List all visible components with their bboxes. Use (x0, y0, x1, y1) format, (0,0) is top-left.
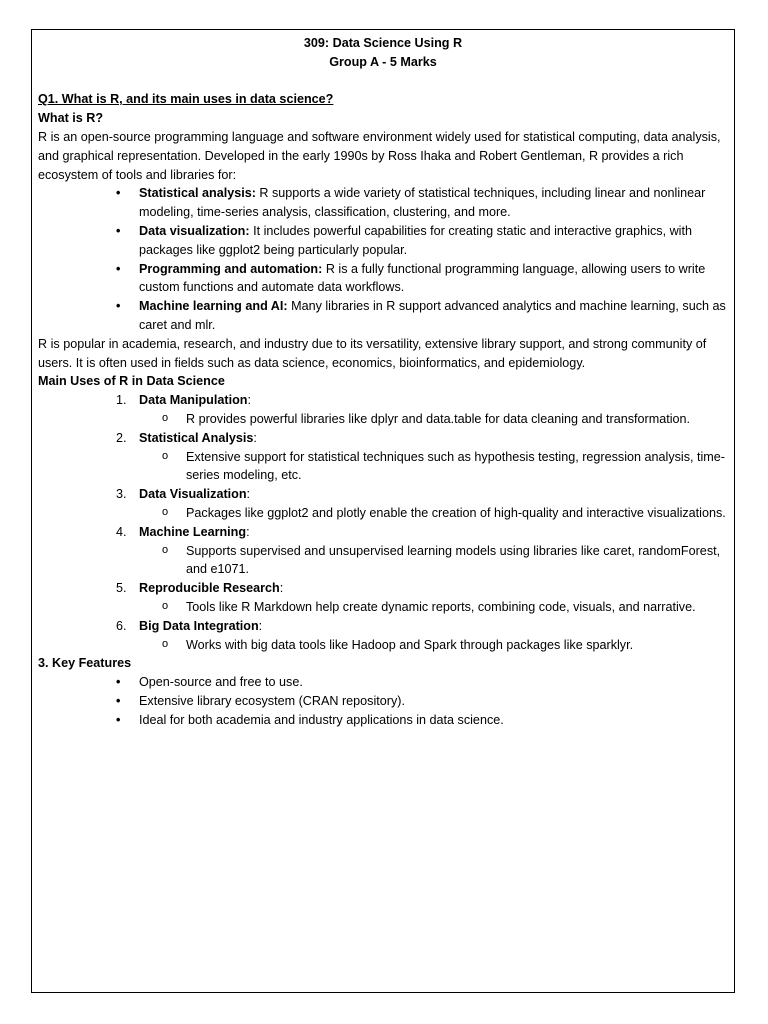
list-item (38, 222, 728, 260)
item-number: 5. (116, 581, 127, 596)
item-term: Machine learning and AI: (139, 299, 288, 314)
sub-item: o Packages like ggplot2 and plotly enable the creation of high-quality and interactive visualizations. (139, 504, 728, 523)
item-term: Data Visualization (139, 487, 247, 502)
item-term: Machine Learning (139, 524, 247, 539)
item-text: Many libraries in R support advanced analytics and machine learning, such as caret and mlr. (139, 299, 726, 332)
what-is-r-heading: What is R? (38, 111, 104, 126)
capabilities-list (38, 184, 728, 334)
item-text: It includes powerful capabilities for creating static and interactive graphics, with packages like ggplot2 being particularly popular. (139, 223, 692, 257)
item-term: Big Data Integration (139, 618, 259, 633)
item-term: Data Manipulation (139, 393, 248, 408)
item-number: 1. (116, 393, 127, 408)
list-item (38, 391, 728, 429)
item-term: Data visualization: (139, 223, 250, 238)
sub-item: o R provides powerful libraries like dplyr and data.table for data cleaning and transformation. (139, 410, 728, 429)
list-item (38, 485, 728, 523)
sub-item: o Works with big data tools like Hadoop and Spark through packages like sparklyr. (139, 636, 728, 655)
item-term: Reproducible Research (139, 581, 280, 596)
item-number: 4. (116, 524, 127, 539)
list-item (38, 617, 728, 655)
list-item: • Extensive library ecosystem (CRAN repository). (38, 692, 728, 711)
item-number: 2. (116, 430, 127, 445)
item-colon: : (246, 524, 250, 539)
intro-paragraph: R is an open-source programming language and software environment widely used for statistical computing, data analysis, and graphical representation. Developed in the early 1990s by Ross Ihaka and Robert Gentleman, R provides a rich ecosystem of tools and libraries for: (38, 129, 721, 182)
main-uses-list (38, 391, 728, 654)
item-colon: : (258, 618, 263, 633)
document-title: 309: Data Science Using R (303, 36, 463, 50)
sub-item: o Supports supervised and unsupervised learning models using libraries like caret, randomForest, and e1071. (139, 542, 728, 580)
key-features-list (38, 673, 728, 729)
question-heading: Q1. What is R, and its main uses in data science? (38, 92, 334, 107)
item-number: 3. (116, 487, 127, 502)
item-colon: : (247, 393, 251, 408)
document-content (38, 34, 728, 729)
item-number: 6. (116, 618, 127, 633)
item-text: R is a fully functional programming language, allowing users to write custom functions and automate data workflows. (139, 261, 706, 295)
list-item (38, 429, 728, 485)
list-item (38, 297, 728, 335)
popularity-paragraph: R is popular in academia, research, and industry due to its versatility, extensive library support, and strong community of users. It is often used in fields such as data science, economics, bioinformatics, and epidemiology. (38, 336, 707, 370)
list-item (38, 579, 728, 617)
list-item (38, 523, 728, 579)
item-colon: : (246, 487, 251, 502)
key-features-heading: 3. Key Features (38, 656, 132, 671)
item-term: Statistical analysis: (139, 186, 256, 201)
sub-item: o Extensive support for statistical techniques such as hypothesis testing, regression analysis, time-series modeling, etc. (139, 448, 728, 486)
sub-item: o Tools like R Markdown help create dynamic reports, combining code, visuals, and narrative. (139, 598, 728, 617)
item-term: Programming and automation: (139, 261, 323, 276)
document-page (31, 29, 735, 993)
item-colon: : (253, 430, 257, 445)
item-text: R supports a wide variety of statistical techniques, including linear and nonlinear modeling, time-series analysis, classification, clustering, and more. (139, 186, 706, 220)
item-colon: : (279, 581, 284, 596)
document-subtitle: Group A - 5 Marks (329, 54, 437, 69)
list-item: • Open-source and free to use. (38, 673, 728, 692)
list-item (38, 260, 728, 298)
item-term: Statistical Analysis (139, 430, 254, 445)
list-item (38, 184, 728, 222)
main-uses-heading: Main Uses of R in Data Science (38, 374, 225, 389)
blank-line (38, 72, 728, 91)
list-item: • Ideal for both academia and industry applications in data science. (38, 711, 728, 730)
